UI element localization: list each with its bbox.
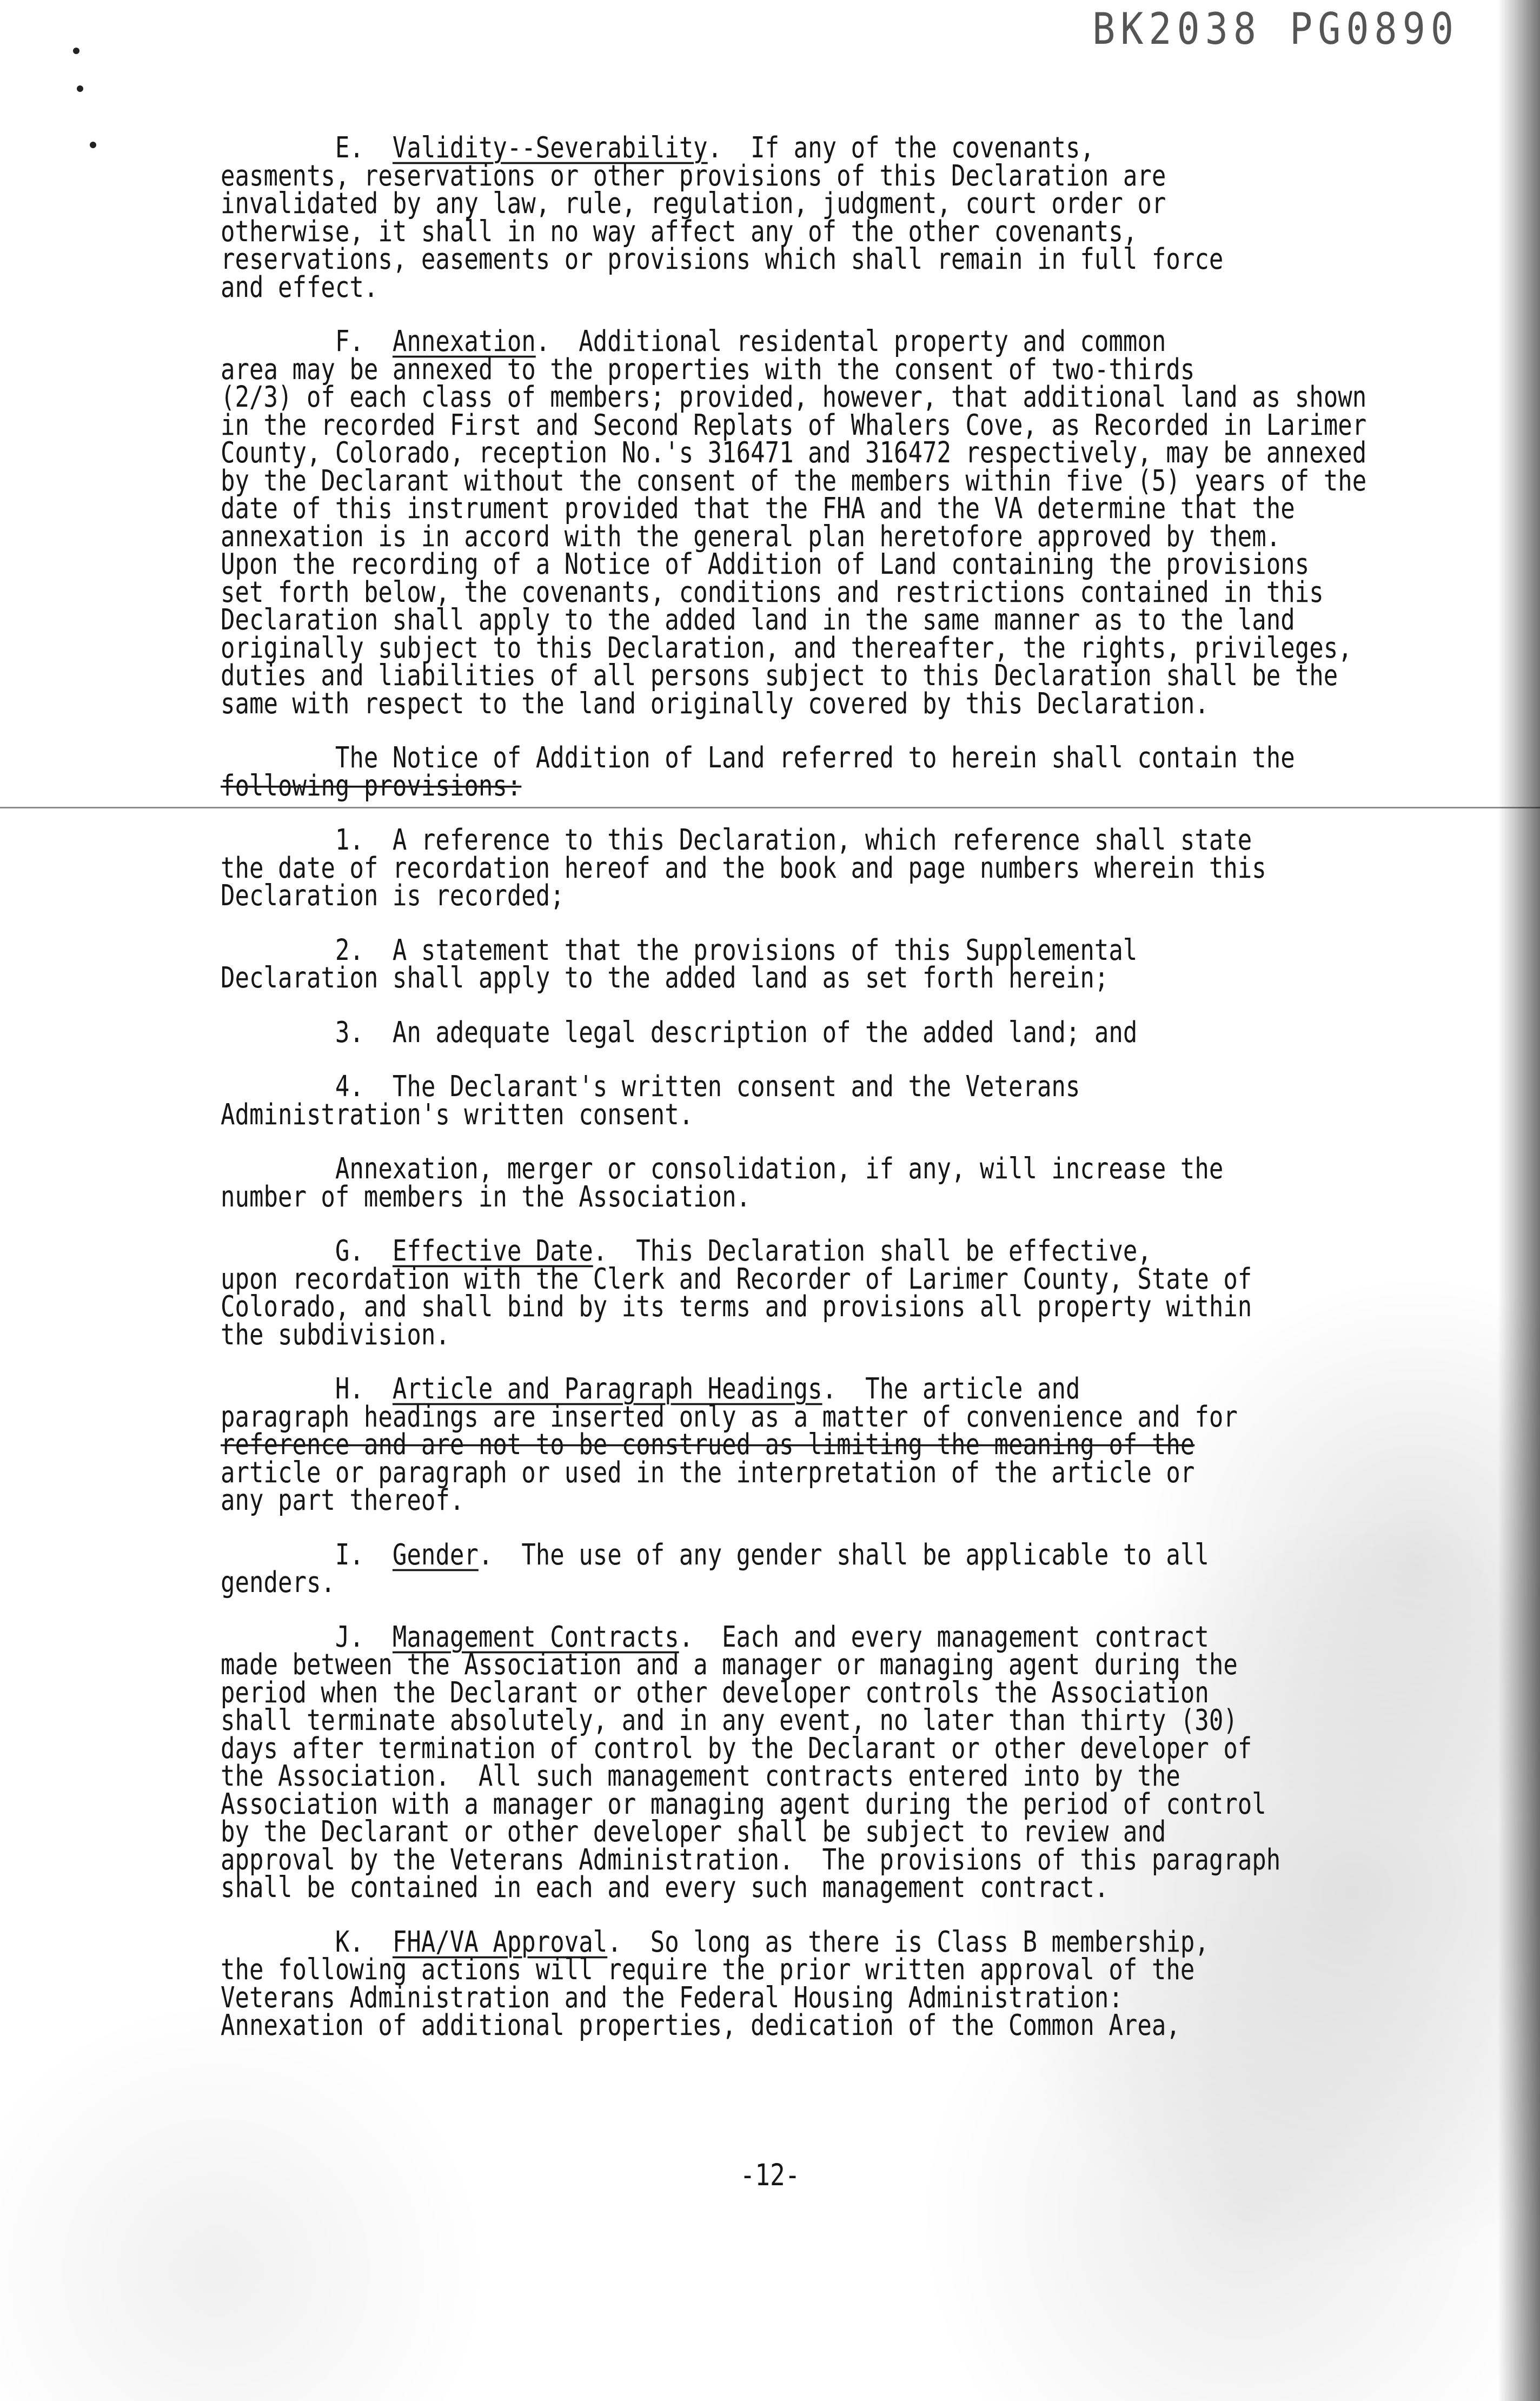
text-line: Declaration shall apply to the added land in the same manner as to the land: [221, 603, 1295, 637]
text-line: Administration's written consent.: [221, 1097, 694, 1132]
text-line: Veterans Administration and the Federal Housing Administration:: [221, 1980, 1123, 2015]
text-line: upon recordation with the Clerk and Recorder of Larimer County, State of: [221, 1262, 1252, 1296]
section-heading: FHA/VA Approval: [392, 1925, 608, 1959]
line-text: . The article and: [822, 1372, 1080, 1406]
text-line: Colorado, and shall bind by its terms and provisions all property within: [221, 1290, 1252, 1324]
text-line: Declaration is recorded;: [221, 879, 565, 913]
text-line: Association with a manager or managing agent during the period of control: [221, 1787, 1266, 1821]
text-line: paragraph headings are inserted only as a matter of convenience and for: [221, 1400, 1238, 1434]
text-line: by the Declarant or other developer shall be subject to review and: [221, 1815, 1166, 1849]
text-line: reservations, easements or provisions which shall remain in full force: [221, 242, 1224, 276]
text-line: the subdivision.: [221, 1317, 450, 1352]
book-page-stamp: BK2038 PG0890: [1092, 3, 1459, 55]
text-line: County, Colorado, reception No.'s 316471 and 316472 respectively, may be annexed: [221, 436, 1367, 470]
text-line: shall terminate absolutely, and in any event, no later than thirty (30): [221, 1703, 1238, 1737]
text-line: any part thereof.: [221, 1483, 464, 1517]
line-text: . Additional residental property and common: [535, 324, 1166, 359]
text-line: the Association. All such management contracts entered into by the: [221, 1759, 1180, 1793]
text-line: area may be annexed to the properties with the consent of two-thirds: [221, 352, 1195, 387]
paragraph-item3: [221, 1015, 1437, 1050]
scan-edge-shadow: [1498, 0, 1540, 2401]
text-line: set forth below, the covenants, conditions and restrictions contained in this: [221, 575, 1324, 609]
text-line: The Notice of Addition of Land referred to herein shall contain the: [221, 741, 1295, 775]
text-line: article or paragraph or used in the interpretation of the article or: [221, 1455, 1195, 1490]
text-line: Annexation of additional properties, dedication of the Common Area,: [221, 2008, 1180, 2042]
text-line: duties and liabilities of all persons subject to this Declaration shall be the: [221, 659, 1338, 693]
line-text: . This Declaration shall be effective,: [593, 1234, 1152, 1268]
section-heading: Gender: [392, 1537, 479, 1572]
text-line: originally subject to this Declaration, and thereafter, the rights, privileges,: [221, 631, 1352, 665]
text-line: shall be contained in each and every such management contract.: [221, 1871, 1109, 1905]
text-line: date of this instrument provided that the FHA and the VA determine that the: [221, 492, 1295, 526]
paragraph-item1: [221, 823, 1437, 913]
paragraph-I: [221, 1537, 1437, 1600]
text-line: in the recorded First and Second Replats of Whalers Cove, as Recorded in Larimer: [221, 408, 1367, 442]
section-heading: Validity--Severability: [392, 131, 708, 165]
text-line: 2. A statement that the provisions of this Supplemental: [221, 933, 1138, 967]
section-letter: H.: [221, 1372, 393, 1406]
text-line: and effect.: [221, 270, 379, 304]
section-letter: J.: [221, 1620, 393, 1654]
text-line: 1. A reference to this Declaration, which reference shall state: [221, 823, 1252, 857]
paragraph-F: [221, 324, 1437, 721]
text-line: made between the Association and a manager or managing agent during the: [221, 1648, 1238, 1682]
paragraph-K: [221, 1925, 1437, 2042]
section-heading: Article and Paragraph Headings: [392, 1372, 822, 1406]
text-line: Upon the recording of a Notice of Addition of Land containing the provisions: [221, 547, 1310, 581]
line-text: . The use of any gender shall be applicable to all: [478, 1537, 1209, 1572]
text-line: Annexation, merger or consolidation, if any, will increase the: [221, 1152, 1224, 1186]
section-heading: Annexation: [392, 324, 536, 359]
text-line: easments, reservations or other provisions of this Declaration are: [221, 158, 1166, 193]
paragraph-G: [221, 1234, 1437, 1352]
paragraph-E: [221, 131, 1437, 304]
text-line: period when the Declarant or other developer controls the Association: [221, 1675, 1209, 1710]
text-line: annexation is in accord with the general plan heretofore approved by them.: [221, 519, 1281, 554]
paragraph-H: [221, 1372, 1437, 1517]
text-line: 4. The Declarant's written consent and the Veterans: [221, 1070, 1080, 1104]
section-heading: Effective Date: [392, 1234, 593, 1268]
text-line: Declaration shall apply to the added land as set forth herein;: [221, 961, 1109, 995]
line-text: . Each and every management contract: [679, 1620, 1209, 1654]
section-letter: E.: [221, 131, 393, 165]
scan-speck: [73, 48, 79, 54]
scan-speck: [77, 85, 83, 92]
text-line: approval by the Veterans Administration. The provisions of this paragraph: [221, 1842, 1281, 1877]
text-line: by the Declarant without the consent of the members within five (5) years of the: [221, 463, 1367, 498]
section-letter: F.: [221, 324, 393, 359]
section-letter: G.: [221, 1234, 393, 1268]
text-line: invalidated by any law, rule, regulation, judgment, court order or: [221, 187, 1166, 221]
scan-speck: [90, 142, 96, 148]
text-line: 3. An adequate legal description of the added land; and: [221, 1015, 1138, 1050]
paragraph-notice: [221, 741, 1437, 803]
section-letter: K.: [221, 1925, 393, 1959]
text-line: same with respect to the land originally covered by this Declaration.: [221, 686, 1209, 721]
line-text: . If any of the covenants,: [707, 131, 1094, 165]
declaration-body: [221, 131, 1437, 2066]
text-line: otherwise, it shall in no way affect any of the other covenants,: [221, 214, 1138, 249]
text-line: the following actions will require the prior written approval of the: [221, 1953, 1195, 1987]
line-text: . So long as there is Class B membership,: [607, 1925, 1209, 1959]
text-line: genders.: [221, 1566, 335, 1600]
text-line: reference and are not to be construed as limiting the meaning of the: [221, 1428, 1195, 1462]
paragraph-item2: [221, 933, 1437, 995]
section-letter: I.: [221, 1537, 393, 1572]
text-line: (2/3) of each class of members; provided, however, that additional land as shown: [221, 380, 1367, 414]
paragraph-J: [221, 1620, 1437, 1905]
paragraph-item4: [221, 1070, 1437, 1132]
section-heading: Management Contracts: [392, 1620, 679, 1654]
text-line: the date of recordation hereof and the book and page numbers wherein this: [221, 851, 1266, 885]
text-line: number of members in the Association.: [221, 1179, 751, 1214]
paragraph-merger: [221, 1152, 1437, 1214]
page-number: -12-: [740, 2157, 800, 2193]
text-line: days after termination of control by the Declarant or other developer of: [221, 1731, 1252, 1766]
text-line: following provisions:: [221, 768, 522, 803]
